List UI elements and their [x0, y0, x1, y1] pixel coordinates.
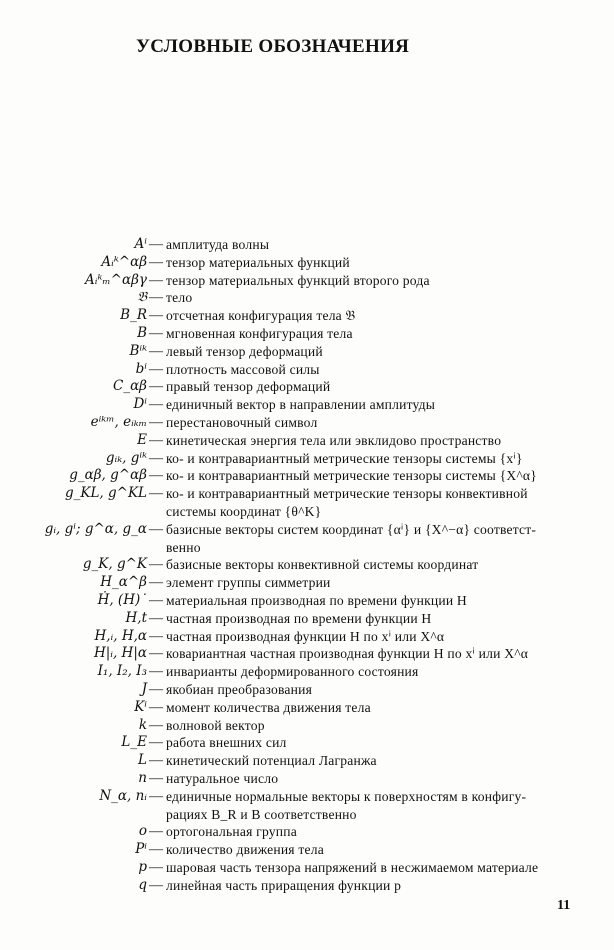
- notation-row: [0, 289, 614, 307]
- notation-symbol: q: [138, 876, 147, 893]
- notation-symbol: L_E: [121, 734, 147, 751]
- notation-description: правый тензор деформаций: [166, 379, 331, 395]
- notation-symbol: B_R: [120, 307, 147, 324]
- notation-symbol: Ḣ, (H)˙: [97, 591, 147, 608]
- notation-dash: —: [149, 628, 163, 644]
- notation-description: тело: [166, 290, 193, 306]
- notation-description: амплитуда волны: [166, 237, 270, 252]
- notation-row: [0, 628, 614, 646]
- notation-description: шаровая часть тензора напряжений в несжимаемом материале: [166, 859, 539, 875]
- notation-row: [0, 717, 614, 735]
- notation-description: тензор материальных функций: [166, 254, 350, 270]
- notation-symbol: C_αβ: [112, 378, 147, 395]
- notation-dash: —: [149, 735, 163, 751]
- notation-symbol: g_KL, g^KL: [64, 485, 147, 502]
- notation-dash: —: [149, 254, 163, 270]
- notation-symbol: N_α, nᵢ: [99, 787, 147, 804]
- notation-row: [0, 592, 614, 610]
- notation-description: левый тензор деформаций: [166, 343, 323, 359]
- notation-dash: —: [149, 770, 163, 786]
- notation-symbol: p: [138, 858, 147, 875]
- notation-description: мгновенная конфигурация тела: [166, 325, 353, 341]
- notation-symbol: gᵢₖ, gⁱᵏ: [105, 449, 147, 466]
- notation-dash: —: [149, 237, 163, 252]
- notation-description: ортогональная группа: [166, 824, 297, 840]
- notation-description: ковариантная частная производная функции H по xⁱ или X^α: [166, 646, 529, 662]
- notation-symbol: g_K, g^K: [82, 556, 147, 573]
- notation-dash: —: [149, 343, 163, 359]
- notation-dash: —: [149, 753, 163, 769]
- notation-dash: —: [149, 842, 163, 858]
- notation-symbol: Aⁱ: [134, 236, 147, 252]
- notation-row: [0, 770, 614, 788]
- notation-row: [0, 823, 614, 841]
- notation-symbol: Bⁱᵏ: [129, 342, 147, 359]
- notation-dash: —: [149, 272, 163, 288]
- notation-description: плотность массовой силы: [166, 361, 320, 377]
- notation-row: [0, 663, 614, 681]
- notation-row: [0, 325, 614, 343]
- notation-description: ко- и контравариантный метрические тензоры системы {X^α}: [166, 468, 537, 484]
- notation-dash: —: [149, 717, 163, 733]
- notation-description: частная производная по времени функции H: [166, 610, 432, 626]
- notation-dash: —: [149, 557, 163, 573]
- notation-symbol: gᵢ, gⁱ; g^α, g_α: [44, 520, 147, 537]
- notation-symbol: E: [137, 431, 147, 448]
- notation-description: базисные векторы систем координат {αⁱ} и {X^−α} соответст-: [166, 521, 537, 537]
- notation-description: натуральное число: [166, 770, 279, 786]
- notation-dash: —: [149, 450, 163, 466]
- notation-symbol: L: [138, 752, 147, 769]
- notation-description: линейная часть приращения функции p: [166, 877, 402, 893]
- notation-list: [0, 236, 614, 894]
- notation-row: [0, 343, 614, 361]
- notation-description: кинетическая энергия тела или эвклидово пространство: [166, 432, 502, 448]
- notation-row: [0, 521, 614, 539]
- notation-symbol: Aᵢᵏ^αβ: [101, 253, 147, 270]
- notation-description: единичный вектор в направлении амплитуды: [166, 397, 436, 413]
- notation-row: [0, 610, 614, 628]
- notation-description: момент количества движения тела: [166, 699, 371, 715]
- notation-row: [0, 396, 614, 414]
- notation-dash: —: [149, 681, 163, 697]
- notation-symbol: Dⁱ: [133, 396, 147, 413]
- notation-row: [0, 645, 614, 663]
- notation-row: [0, 485, 614, 503]
- notation-dash: —: [149, 414, 163, 430]
- notation-row: [0, 378, 614, 396]
- notation-row: [0, 450, 614, 468]
- notation-symbol: n: [138, 769, 147, 786]
- notation-dash: —: [149, 646, 163, 662]
- notation-symbol: H,t: [125, 609, 147, 626]
- notation-row: [0, 859, 614, 877]
- notation-row: [0, 503, 614, 521]
- notation-symbol: Kⁱ: [134, 698, 147, 715]
- notation-dash: —: [149, 592, 163, 608]
- notation-description: частная производная функции H по xⁱ или X^α: [166, 628, 445, 644]
- notation-description: кинетический потенциал Лагранжа: [166, 753, 377, 769]
- notation-row: [0, 699, 614, 717]
- notation-dash: —: [149, 859, 163, 875]
- notation-dash: —: [149, 788, 163, 804]
- notation-row: [0, 877, 614, 895]
- notation-row: [0, 841, 614, 859]
- notation-row: [0, 556, 614, 574]
- notation-symbol: H_α^β: [100, 574, 147, 591]
- notation-row: [0, 236, 614, 254]
- notation-row: [0, 788, 614, 806]
- notation-symbol: H,ᵢ, H,α: [94, 627, 147, 644]
- notation-dash: —: [149, 361, 163, 377]
- notation-description: инварианты деформированного состояния: [166, 664, 419, 680]
- notation-description: системы координат {θ^K}: [166, 503, 322, 519]
- notation-dash: —: [149, 379, 163, 395]
- notation-row: [0, 467, 614, 485]
- notation-symbol: o: [138, 823, 147, 840]
- notation-dash: —: [149, 290, 163, 306]
- notation-row: [0, 254, 614, 272]
- notation-symbol: Pⁱ: [135, 841, 147, 858]
- notation-dash: —: [149, 610, 163, 626]
- notation-dash: —: [149, 877, 163, 893]
- notation-row: [0, 307, 614, 325]
- notation-dash: —: [149, 308, 163, 324]
- page-number: 11: [557, 898, 571, 913]
- notation-symbol: k: [138, 716, 147, 733]
- notation-description: материальная производная по времени функции H: [166, 592, 467, 608]
- notation-description: отсчетная конфигурация тела 𝔅: [166, 308, 356, 324]
- notation-dash: —: [149, 486, 163, 502]
- notation-description: элемент группы симметрии: [166, 575, 331, 591]
- notation-row: [0, 681, 614, 699]
- notation-symbol: B: [137, 324, 147, 341]
- notation-dash: —: [149, 699, 163, 715]
- notation-description: ко- и контравариантный метрические тензоры конвективной: [166, 486, 528, 502]
- notation-description: единичные нормальные векторы к поверхностям в конфигу-: [166, 788, 527, 804]
- notation-dash: —: [149, 468, 163, 484]
- notation-description: якобиан преобразования: [166, 681, 313, 697]
- notation-symbol: bⁱ: [135, 360, 147, 377]
- notation-row: [0, 574, 614, 592]
- notation-row: [0, 361, 614, 379]
- notation-row: [0, 806, 614, 824]
- notation-description: ко- и контравариантный метрические тензоры системы {xⁱ}: [166, 450, 523, 466]
- notation-description: количество движения тела: [166, 842, 324, 858]
- notation-symbol: H|ᵢ, H|α: [93, 645, 147, 662]
- notation-symbol: 𝔅: [137, 289, 147, 306]
- notation-row: [0, 414, 614, 432]
- notation-description: тензор материальных функций второго рода: [166, 272, 430, 288]
- notation-row: [0, 539, 614, 557]
- notation-description: базисные векторы конвективной системы координат: [166, 557, 479, 573]
- notation-description: рациях B_R и B соответственно: [166, 806, 357, 822]
- notation-row: [0, 272, 614, 290]
- notation-description: работа внешних сил: [166, 735, 287, 751]
- page-title: УСЛОВНЫЕ ОБОЗНАЧЕНИЯ: [136, 36, 410, 57]
- notation-row: [0, 734, 614, 752]
- notation-description: волновой вектор: [166, 717, 265, 733]
- notation-dash: —: [149, 432, 163, 448]
- notation-description: перестановочный символ: [166, 414, 318, 430]
- notation-symbol: eⁱᵏᵐ, eᵢₖₘ: [90, 413, 147, 430]
- notation-symbol: Aᵢᵏₘ^αβγ: [85, 271, 147, 288]
- notation-dash: —: [149, 575, 163, 591]
- notation-dash: —: [149, 824, 163, 840]
- notation-description: венно: [166, 539, 201, 555]
- notation-dash: —: [149, 397, 163, 413]
- notation-dash: —: [149, 521, 163, 537]
- notation-dash: —: [149, 664, 163, 680]
- notation-dash: —: [149, 325, 163, 341]
- notation-symbol: I₁, I₂, I₃: [97, 663, 147, 680]
- notation-row: [0, 752, 614, 770]
- notation-symbol: g_αβ, g^αβ: [69, 467, 147, 484]
- notation-symbol: J: [141, 680, 147, 697]
- notation-row: [0, 432, 614, 450]
